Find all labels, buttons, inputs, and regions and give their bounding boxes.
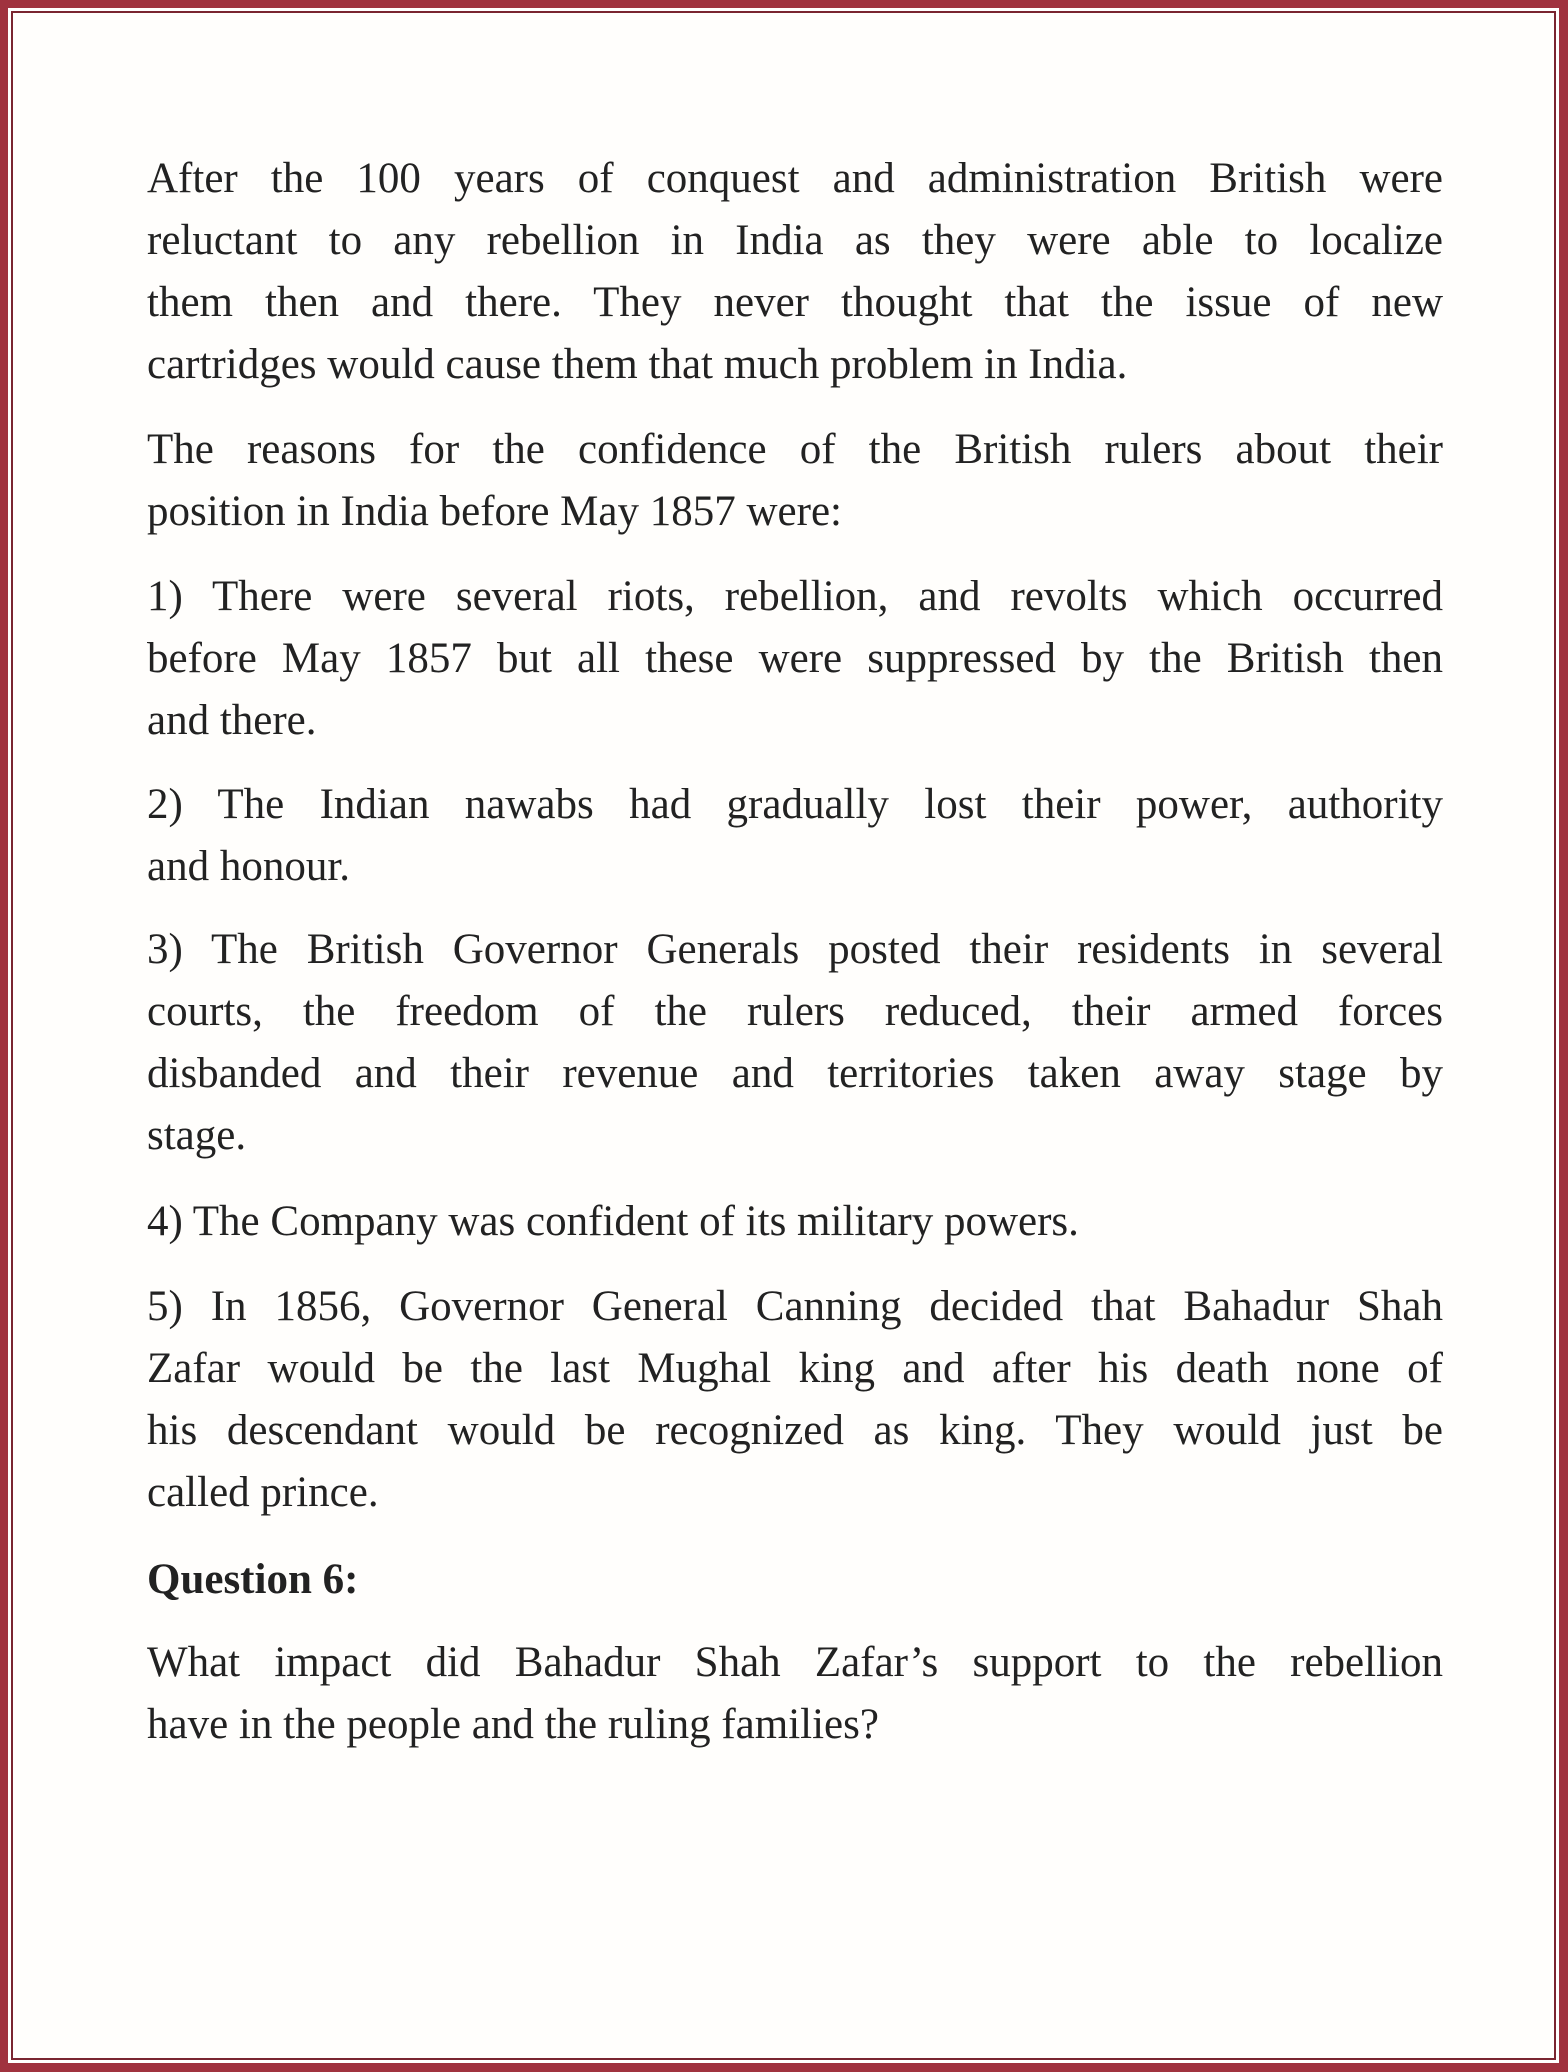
paragraph-line: and honour. xyxy=(147,843,351,890)
paragraph-line: stage. xyxy=(147,1112,247,1159)
paragraph-line: called prince. xyxy=(147,1469,379,1516)
paragraph-line: and there. xyxy=(147,697,317,744)
paragraph-line: 1) There were several riots, rebellion, and revolts which occurred xyxy=(147,573,1443,620)
paragraph-line: cartridges would cause them that much problem in India. xyxy=(147,341,1128,388)
paragraph-line: them then and there. They never thought that the issue of new xyxy=(147,279,1443,326)
paragraph-line: have in the people and the ruling families? xyxy=(147,1701,879,1748)
paragraph-line: position in India before May 1857 were: xyxy=(147,488,842,535)
paragraph-line: 5) In 1856, Governor General Canning decided that Bahadur Shah xyxy=(147,1283,1443,1330)
page-content xyxy=(11,11,1556,2060)
paragraph-line: The reasons for the confidence of the British rulers about their xyxy=(147,426,1443,473)
paragraph-line: 4) The Company was confident of its military powers. xyxy=(147,1198,1079,1245)
paragraph-line: After the 100 years of conquest and administration British were xyxy=(147,155,1443,202)
question-heading: Question 6: xyxy=(147,1556,359,1603)
page-border xyxy=(8,8,1559,2063)
paragraph-line: before May 1857 but all these were suppressed by the British then xyxy=(147,635,1443,682)
paragraph-line: disbanded and their revenue and territories taken away stage by xyxy=(147,1050,1443,1097)
paragraph-line: 3) The British Governor Generals posted their residents in several xyxy=(147,926,1443,973)
paragraph-line: reluctant to any rebellion in India as they were able to localize xyxy=(147,217,1443,264)
paragraph-line: 2) The Indian nawabs had gradually lost their power, authority xyxy=(147,781,1443,828)
paragraph-line: his descendant would be recognized as king. They would just be xyxy=(147,1407,1443,1454)
paragraph-line: What impact did Bahadur Shah Zafar’s support to the rebellion xyxy=(147,1639,1443,1686)
paragraph-line: Zafar would be the last Mughal king and after his death none of xyxy=(147,1345,1443,1392)
paragraph-line: courts, the freedom of the rulers reduced, their armed forces xyxy=(147,988,1443,1035)
